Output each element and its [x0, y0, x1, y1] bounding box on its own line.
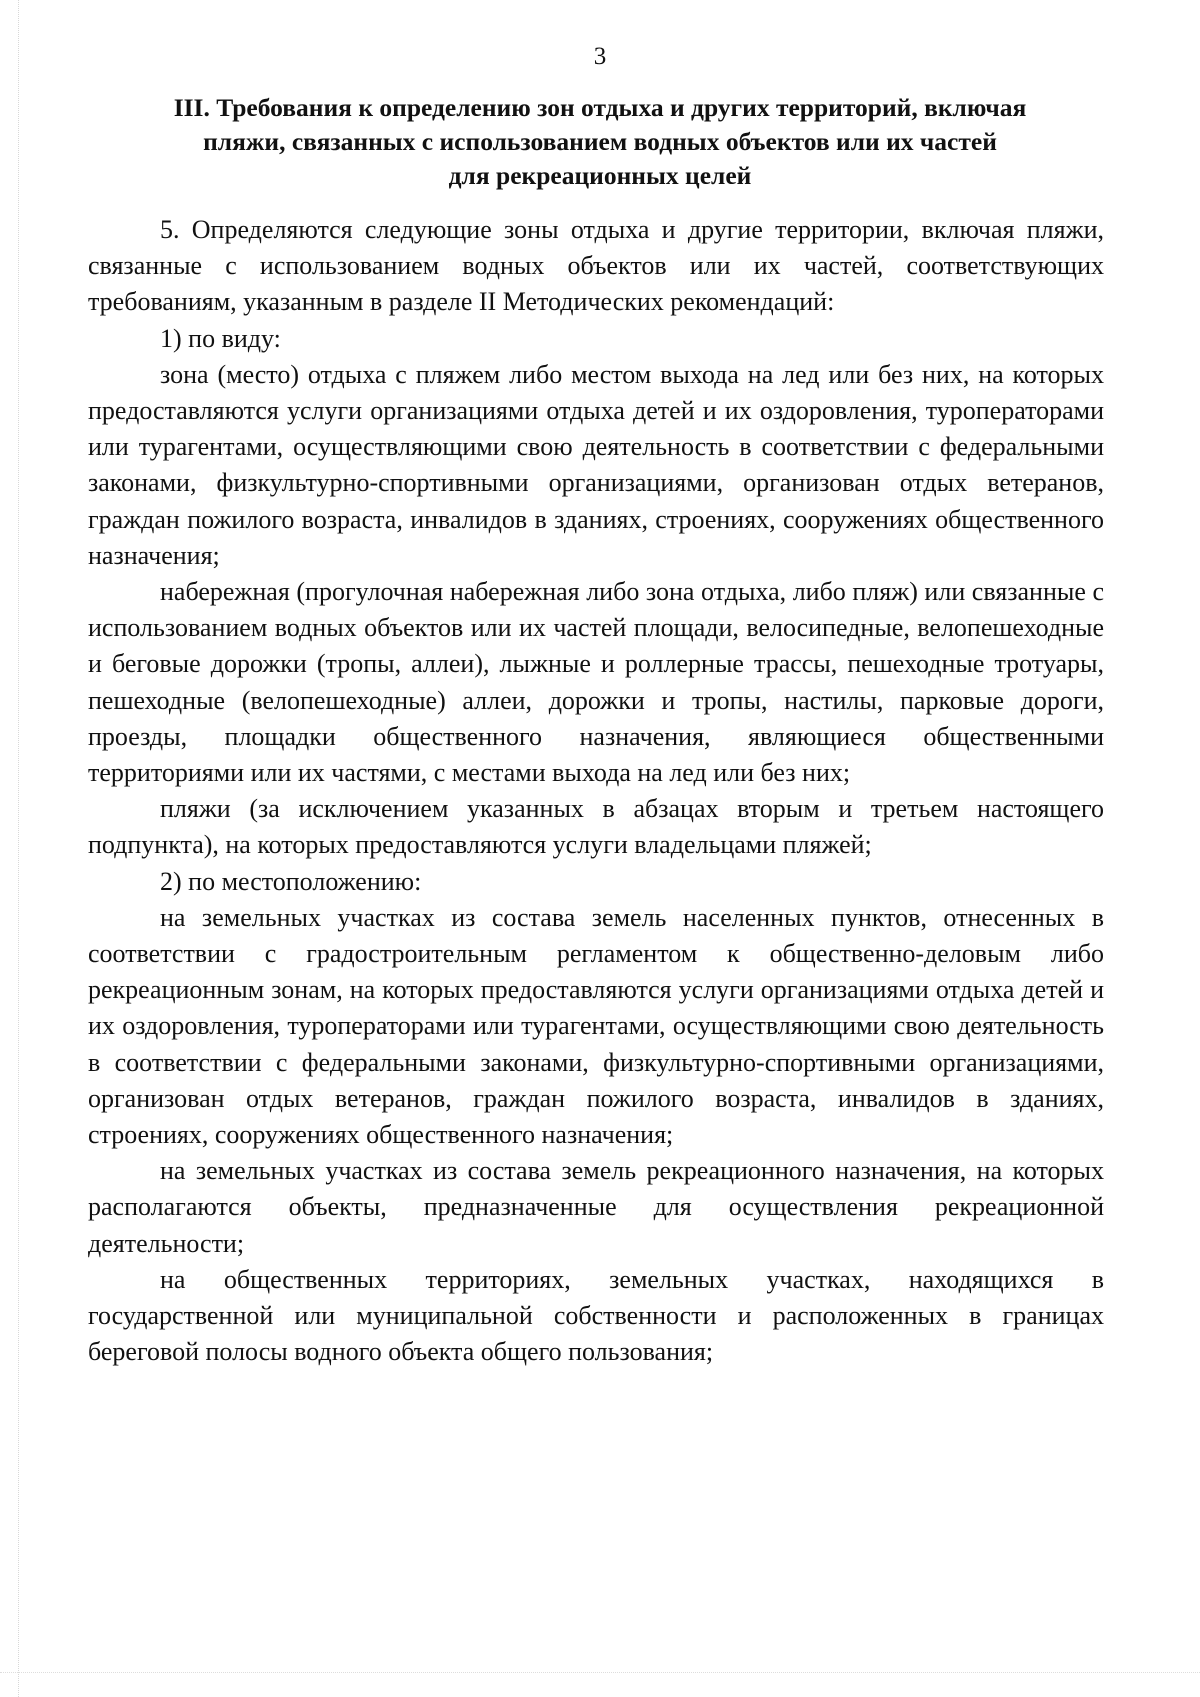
- paragraph-recreational-lands: на земельных участках из состава земель рекреационного назначения, на которых располагаются объекты, предназначенные для осуществления рекреационной деятельности;: [88, 1156, 1104, 1258]
- paragraph-recreation-zone: зона (место) отдыха с пляжем либо местом выхода на лед или без них, на которых предоставляются услуги организациями отдыха детей и их оздоровления, туроператорами или турагентами, осуществляющими свою деятельность в соответствии с федеральными законами, физкультурно-спортивными организациями, организован отдых ветеранов, граждан пожилого возраста, инвалидов в зданиях, строениях, сооружениях общественного назначения;: [88, 359, 1104, 570]
- section-heading-line: для рекреационных целей: [448, 161, 752, 190]
- body-text: [88, 212, 1104, 1371]
- paragraph-item-5: 5. Определяются следующие зоны отдыха и другие территории, включая пляжи, связанные с использованием водных объектов или их частей, соответствующих требованиям, указанным в разделе II Методических рекомендаций:: [88, 215, 1104, 317]
- paragraph-public-territories: на общественных территориях, земельных участках, находящихся в государственной или муниципальной собственности и расположенных в границах береговой полосы водного объекта общего пользования;: [88, 1264, 1104, 1367]
- section-heading-line: пляжи, связанных с использованием водных объектов или их частей: [203, 127, 997, 156]
- paragraph-beaches: пляжи (за исключением указанных в абзацах вторым и третьем настоящего подпункта), на которых предоставляются услуги владельцами пляжей;: [88, 794, 1104, 860]
- paragraph-embankment: набережная (прогулочная набережная либо зона отдыха, либо пляж) или связанные с использованием водных объектов или их частей площади, велосипедные, велопешеходные и беговые дорожки (тропы, аллеи), лыжные и роллерные трассы, пешеходные тротуары, пешеходные (велопешеходные) аллеи, дорожки и тропы, настилы, парковые дороги, проезды, площадки общественного назначения, являющиеся общественными территориями или их частями, с местами выхода на лед или без них;: [88, 577, 1104, 788]
- subitem-by-location: 2) по местоположению:: [160, 866, 422, 896]
- subitem-by-type: 1) по виду:: [160, 323, 281, 353]
- scan-edge-left: [18, 0, 19, 1697]
- paragraph-settlement-lands: на земельных участках из состава земель населенных пунктов, отнесенных в соответствии с градостроительным регламентом к общественно-деловым либо рекреационным зонам, на которых предоставляются услуги организациями отдыха детей и их оздоровления, туроператорами или турагентами, осуществляющими свою деятельность в соответствии с федеральными законами, физкультурно-спортивными организациями, организован отдых ветеранов, граждан пожилого возраста, инвалидов в зданиях, строениях, сооружениях общественного назначения;: [88, 902, 1104, 1150]
- page-number: 3: [593, 43, 607, 70]
- section-heading-line: III. Требования к определению зон отдыха и других территорий, включая: [173, 93, 1027, 122]
- scan-edge-bottom: [0, 1672, 1200, 1673]
- section-heading: [100, 91, 1100, 193]
